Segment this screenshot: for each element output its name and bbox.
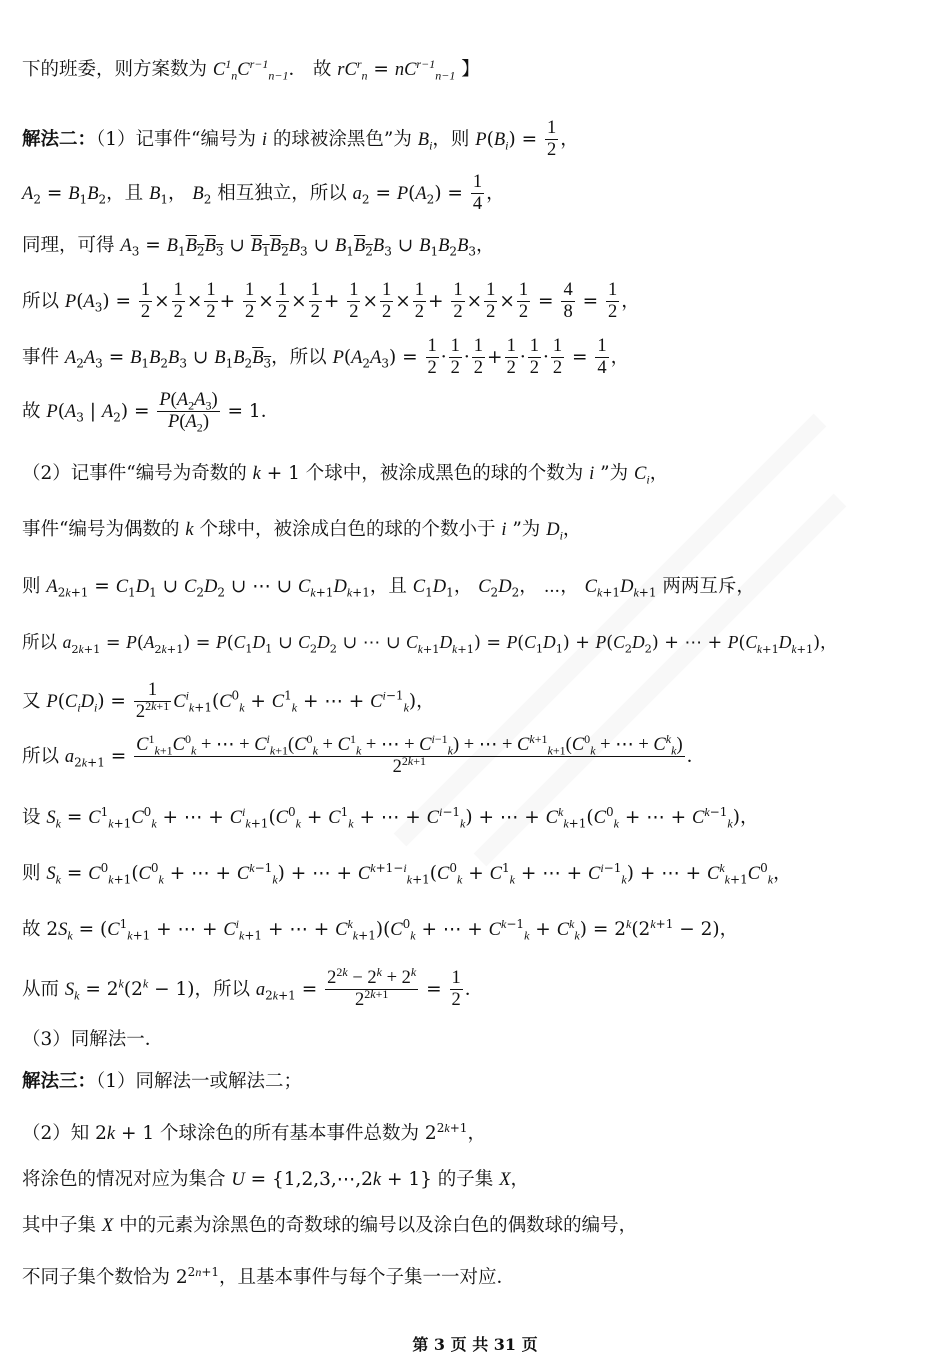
text-line-23: 不同子集个数恰为 $2^{2n+1}$，且基本事件与每个子集一一对应． <box>22 1264 516 1288</box>
text-line-13: 所以 $a_{2k+1}$ = $C^1_{k+1}C^0_k$ + ⋯ + $C^i_{k+1}(C^0_k + C^1_k$ + ⋯ + $C^{i-1}_k$) + ⋯ + $C^{k+1}_{k+1}(C^0_k$ + ⋯ + $C^k_k$) $2^{2k+1}$ ． <box>22 731 706 778</box>
text-line-3: $A_2 = B_1B_2$，且 $B_1$， $B_2$ 相互独立，所以 $a_2 = P(A_2)$ = $\frac{1}{4}$ ， <box>22 172 505 215</box>
text-line-18: （3）同解法一． <box>22 1029 164 1050</box>
text-line-7: 故 $P(A_3$ | $A_2$) = $\frac{P(A_2A_3)}{P(A_2)}$ = 1． <box>22 390 280 435</box>
text-line-9: 事件“编号为偶数的 k 个球中，被涂成白色的球的个数小于 i ”为 $D_i$， <box>22 519 582 543</box>
text-line-10: 则 $A_{2k+1} = C_1D_1$ ∪ $C_2D_2$ ∪ ⋯ ∪ $C_{k+1}D_{k+1}$，且 $C_1D_1$， $C_2D_2$， ⋯， $C_{k+1}D_{k+1}$ 两两互斥， <box>22 576 755 600</box>
text-line-22: 其中子集 X 中的元素为涂黑色的奇数球的编号以及涂白色的偶数球的编号， <box>22 1215 638 1236</box>
text-line-1: 下的班委，则方案数为 $C^1_nC^{r-1}_{n-1}$． 故 $rC^r_n = nC^{r-1}_{n-1}$ 】 <box>22 56 480 83</box>
text-line-17: 从而 $S_k = 2^k(2^k - 1)$，所以 $a_{2k+1}$ = $\frac{2^{2k} - 2^k + 2^k}{2^{2k+1}}$ = $\frac{1}{2}$ ． <box>22 964 484 1011</box>
fraction: $\frac{1}{2}$ <box>546 118 557 161</box>
text-line-21: 将涂色的情况对应为集合 U = {1,2,3,⋯,2k + 1} 的子集 X， <box>22 1169 530 1190</box>
text-line-15: 则 $S_k = C^0_{k+1}(C^0_k$ + ⋯ + $C^{k-1}_k$) + ⋯ + $C^{k+1-i}_{k+1}(C^0_k + C^1_k$ + ⋯ + $C^{i-1}_k$) + ⋯ + $C^k_{k+1}C^0_k$， <box>22 860 792 887</box>
text-line-2: 解法二：（1）记事件“编号为 i 的球被涂黑色”为 $B_i$，则 $P(B_i)$ = $\frac{1}{2}$ ， <box>22 118 579 161</box>
text-line-11: 所以 $a_{2k+1} = P(A_{2k+1}) = P(C_1D_1$ ∪ $C_2D_2$ ∪ ⋯ ∪ $C_{k+1}D_{k+1}) = P(C_1D_1) + P(C_2D_2)$ + ⋯ + $P(C_{k+1}D_{k+1})$， <box>22 632 838 656</box>
text-line-14: 设 $S_k = C^1_{k+1}C^0_k$ + ⋯ + $C^i_{k+1}(C^0_k + C^1_k$ + ⋯ + $C^{i-1}_k$) + ⋯ + $C^k_{k+1}(C^0_k$ + ⋯ + $C^{k-1}_k$)， <box>22 804 759 831</box>
text-line-5: 所以 $P(A_3)$ = $\frac{1}{2}$ × $\frac{1}{2}$ × $\frac{1}{2}$ + $\frac{1}{2}$ × $\frac{1}{2}$ × $\frac{1}{2}$ + $\frac{1}{2}$ × $\frac{1}{2}$ × $\frac{1}{2}$ + $\frac{1}{2}$ × $\frac{1}{2}$ × $\frac{1}{2}$ = $\frac{4}{8}$ = $\frac{1}{2}$ ， <box>22 280 640 323</box>
page-footer: 第 3 页 共 31 页 <box>412 1335 538 1354</box>
text-line-4: 同理，可得 $A_3 = B_1B_2B_3$ ∪ $B_1B_2B_3$ ∪ $B_1B_2B_3$ ∪ $B_1B_2B_3$， <box>22 235 495 259</box>
fraction: $\frac{1}{4}$ <box>472 172 483 215</box>
text-line-19: 解法三：（1）同解法一或解法二； <box>22 1071 303 1092</box>
text-line-8: （2）记事件“编号为奇数的 k + 1 个球中，被涂成黑色的球的个数为 i ”为 $C_i$， <box>22 463 669 487</box>
text-line-16: 故 $2S_k = (C^1_{k+1}$ + ⋯ + $C^i_{k+1}$ + ⋯ + $C^k_{k+1})(C^0_k$ + ⋯ + $C^{k-1}_k + C^k_k) = 2^k(2^{k+1} - 2)$， <box>22 916 739 943</box>
text-line-20: （2）知 2k + 1 个球涂色的所有基本事件总数为 $2^{2k+1}$， <box>22 1120 486 1144</box>
text-line-12: 又 $P(C_iD_i)$ = $\frac{1}{2^{2k+1}}$ $C^i_{k+1}(C^0_k + C^1_k$ + ⋯ + $C^{i-1}_k$)， <box>22 680 435 723</box>
text-line-6: 事件 $A_2A_3 = B_1B_2B_3$ ∪ $B_1B_2B_3$，所以 $P(A_2A_3)$ = $\frac{1}{2}$ · $\frac{1}{2}$ · $\frac{1}{2}$ + $\frac{1}{2}$ · $\frac{1}{2}$ · $\frac{1}{2}$ = $\frac{1}{4}$ ， <box>22 336 630 379</box>
watermark <box>360 360 860 880</box>
